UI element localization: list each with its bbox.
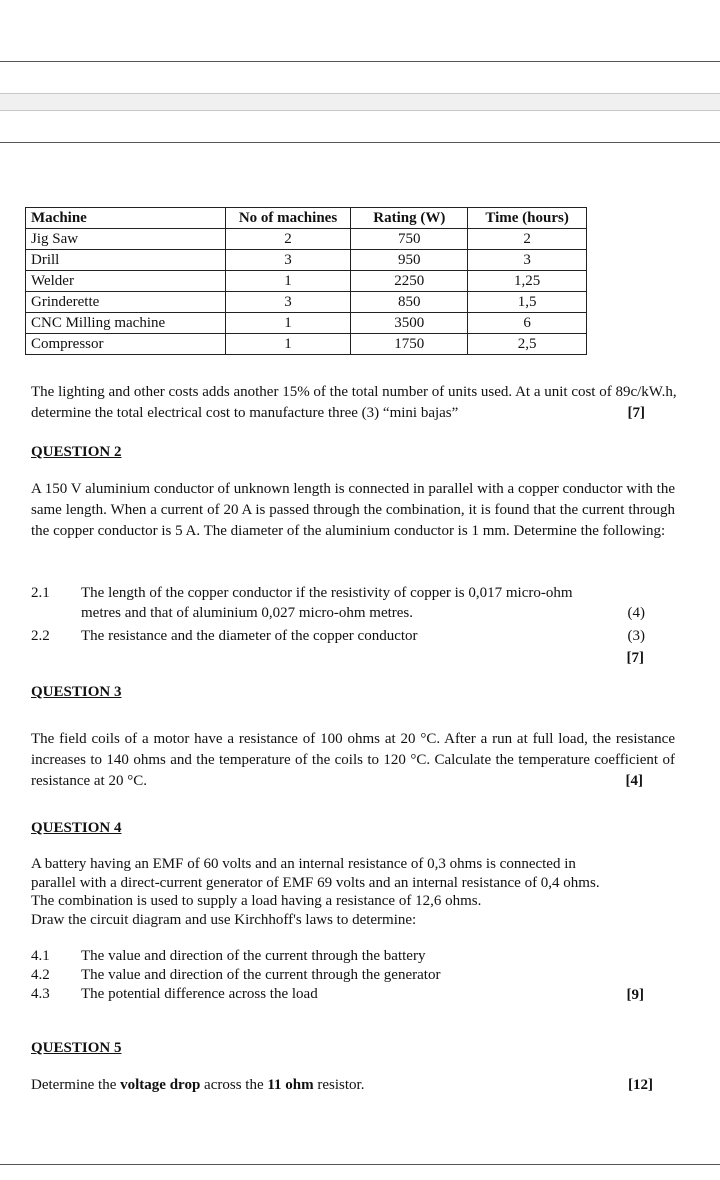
machines-table (25, 207, 587, 355)
q5-text-post: resistor. (313, 1077, 365, 1093)
q2-paragraph: A 150 V aluminium conductor of unknown length is connected in parallel with a copper conductor with the same length. When a current of 20 A is passed through the combination, it is found that the current through the copper conductor is 5 A. The diameter of the aluminium conductor is 1 mm. Determine the following: (31, 481, 675, 539)
item-text: The resistance and the diameter of the copper conductor (81, 628, 418, 644)
q1-marks: [7] (627, 405, 645, 421)
cell-time: 2 (468, 229, 587, 250)
q3-text: The field coils of a motor have a resistance of 100 ohms at 20 °C. After a run at full load, the resistance increases to 140 ohms and the temperature of the coils to 120 °C. Calculate the temperature coefficient of resistance at 20 °C. (31, 731, 675, 789)
question-5-heading: QUESTION 5 (31, 1040, 122, 1056)
q4-line: The combination is used to supply a load having a resistance of 12,6 ohms. (31, 893, 482, 909)
item-text: The length of the copper conductor if the resistivity of copper is 0,017 micro-ohm metres and that of aluminium 0,027 micro-ohm metres. (81, 585, 573, 621)
table-row (26, 250, 587, 271)
item-number: 2.2 (31, 628, 50, 644)
item-number: 2.1 (31, 585, 50, 601)
cell-rating: 2250 (351, 271, 468, 292)
cell-machine: Grinderette (26, 292, 226, 313)
item-marks: (4) (627, 605, 645, 621)
cell-rating: 750 (351, 229, 468, 250)
cell-machine: Jig Saw (26, 229, 226, 250)
question-4-heading: QUESTION 4 (31, 820, 122, 836)
q5-text-pre: Determine the (31, 1077, 121, 1093)
cell-time: 1,5 (468, 292, 587, 313)
q4-line: Draw the circuit diagram and use Kirchhoff's laws to determine: (31, 911, 417, 928)
cell-count: 1 (225, 334, 351, 355)
header-time: Time (hours) (468, 208, 587, 229)
item-number: 4.1 (31, 948, 50, 964)
cell-machine: Drill (26, 250, 226, 271)
q3-marks: [4] (625, 773, 643, 789)
q4-marks: [9] (626, 987, 644, 1003)
header-divider (0, 142, 720, 143)
header-machine: Machine (26, 208, 226, 229)
item-number: 4.2 (31, 967, 50, 983)
cell-machine: Compressor (26, 334, 226, 355)
item-text: The value and direction of the current through the battery (81, 948, 426, 964)
cell-time: 6 (468, 313, 587, 334)
header-rating: Rating (W) (351, 208, 468, 229)
table-row (26, 292, 587, 313)
table-row (26, 313, 587, 334)
q4-line: A battery having an EMF of 60 volts and an internal resistance of 0,3 ohms is connected in (31, 856, 576, 872)
cell-time: 2,5 (468, 334, 587, 355)
q1-paragraph (31, 382, 677, 424)
item-text: The potential difference across the load (81, 986, 318, 1002)
cell-count: 3 (225, 292, 351, 313)
cell-rating: 3500 (351, 313, 468, 334)
q5-bold-resistor-value: 11 ohm (267, 1077, 314, 1093)
cell-machine: Welder (26, 271, 226, 292)
bottom-divider (0, 1164, 720, 1165)
table-header-row (26, 208, 587, 229)
cell-count: 2 (225, 229, 351, 250)
table-row (26, 271, 587, 292)
header-band (0, 93, 720, 111)
cell-count: 1 (225, 271, 351, 292)
q5-bold-voltage-drop: voltage drop (120, 1077, 201, 1093)
q4-paragraph (31, 855, 691, 929)
cell-rating: 950 (351, 250, 468, 271)
table-row (26, 229, 587, 250)
item-text: The value and direction of the current through the generator (81, 967, 441, 983)
item-number: 4.3 (31, 986, 50, 1002)
cell-machine: CNC Milling machine (26, 313, 226, 334)
q5-marks: [12] (628, 1077, 653, 1093)
header-no-of-machines: No of machines (225, 208, 351, 229)
question-2-heading: QUESTION 2 (31, 444, 122, 460)
q1-text: The lighting and other costs adds another 15% of the total number of units used. At a unit cost of 89c/kW.h, determine the total electrical cost to manufacture three (3) “mini bajas” (31, 384, 677, 421)
q5-text-mid: across the (200, 1077, 268, 1093)
cell-rating: 1750 (351, 334, 468, 355)
q2-total-marks: [7] (626, 650, 644, 666)
q4-line: parallel with a direct-current generator of EMF 69 volts and an internal resistance of 0,4 ohms. (31, 874, 600, 891)
item-marks: (3) (627, 628, 645, 644)
cell-count: 3 (225, 250, 351, 271)
top-divider (0, 61, 720, 62)
cell-time: 3 (468, 250, 587, 271)
cell-rating: 850 (351, 292, 468, 313)
cell-time: 1,25 (468, 271, 587, 292)
q3-paragraph (31, 729, 675, 792)
table-row (26, 334, 587, 355)
q5-paragraph (31, 1075, 675, 1096)
question-3-heading: QUESTION 3 (31, 684, 122, 700)
cell-count: 1 (225, 313, 351, 334)
